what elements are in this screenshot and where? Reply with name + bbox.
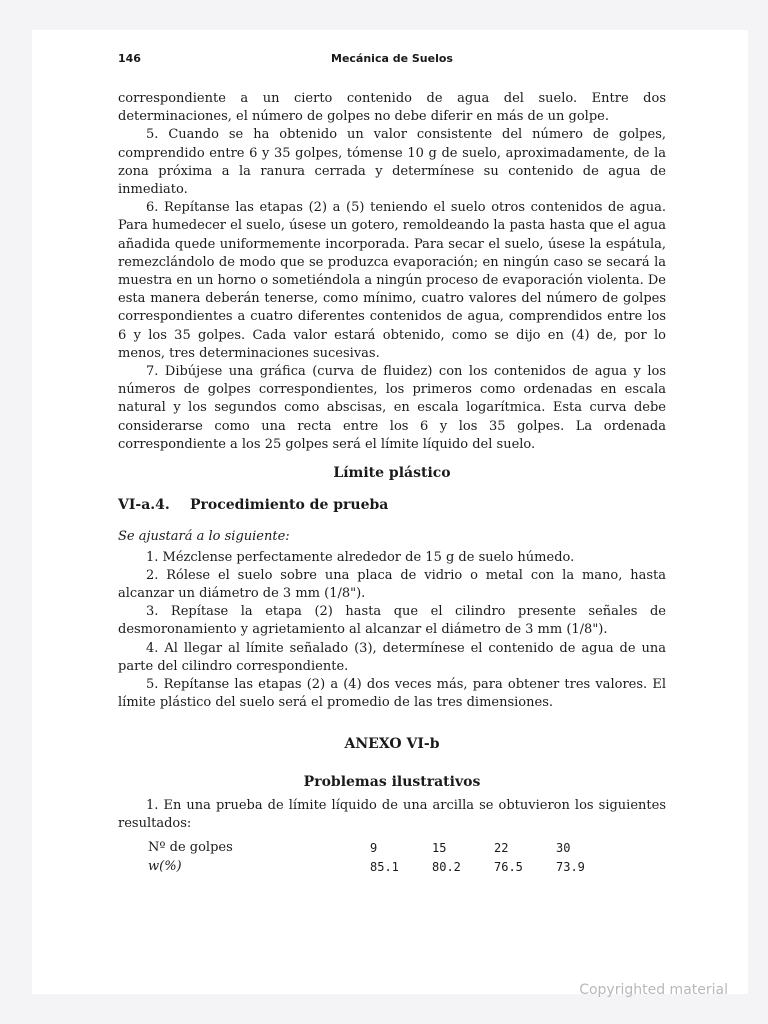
section-number: VI-a.4. xyxy=(118,497,170,514)
paragraph: 7. Dibújese una gráfica (curva de fluidez) con los contenidos de agua y los números de golpes correspondientes, los primeros como ordenadas en escala natural y los segundos como abscisas, en escala logarítmica. Esta curva debe considerarse como una recta entre los 6 y los 35 golpes. La ordenada correspondiente a los 25 golpes será el límite líquido del suelo. xyxy=(118,364,666,452)
section-heading-title: Procedimiento de prueba xyxy=(190,497,389,514)
running-title: Mecánica de Suelos xyxy=(331,52,453,65)
annex-title: ANEXO VI-b xyxy=(344,735,440,752)
row-label: Nº de golpes xyxy=(148,840,233,856)
table-cell: 9 xyxy=(370,841,378,856)
page-header xyxy=(118,52,666,70)
table-cell: 30 xyxy=(556,841,571,856)
step-item: 4. Al llegar al límite señalado (3), determínese el contenido de agua de una parte del cilindro correspondiente. xyxy=(118,640,666,674)
page-number: 146 xyxy=(118,52,141,65)
copyright-watermark: Copyrighted material xyxy=(579,982,728,998)
table-cell: 22 xyxy=(494,841,509,856)
row-label-text: w(%) xyxy=(148,858,182,874)
paragraph: correspondiente a un cierto contenido de agua del suelo. Entre dos determinaciones, el número de golpes no debe diferir en más de un golpe. xyxy=(118,91,666,125)
step-item: 2. Rólese el suelo sobre una placa de vidrio o metal con la mano, hasta alcanzar un diámetro de 3 mm (1/8"). xyxy=(118,567,666,602)
step-item: 3. Repítase la etapa (2) hasta que el cilindro presente señales de desmoronamiento y agrietamiento al alcanzar el diámetro de 3 mm (1/8"). xyxy=(118,604,666,638)
intro-text: Se ajustará a lo siguiente: xyxy=(118,529,290,545)
problems-title: Problemas ilustrativos xyxy=(303,773,481,790)
paragraph: 5. Cuando se ha obtenido un valor consistente del número de golpes, comprendido entre 6 y 35 golpes, tómense 10 g de suelo, aproximadamente, de la zona próxima a la ranura cerrada y determínese su contenido de agua de inmediato. xyxy=(118,127,666,198)
row-label xyxy=(148,858,370,876)
table-cell: 85.1 xyxy=(370,859,399,874)
book-page xyxy=(32,30,748,994)
section-title: Límite plástico xyxy=(333,465,451,482)
step-item: 5. Repítanse las etapas (2) a (4) dos veces más, para obtener tres valores. El límite plástico del suelo será el promedio de las tres dimensiones. xyxy=(118,677,666,711)
table-row xyxy=(148,858,618,876)
step-item: 1. Mézclense perfectamente alrededor de 15 g de suelo húmedo. xyxy=(146,549,575,565)
table-cell: 80.2 xyxy=(432,859,461,874)
table-cell: 73.9 xyxy=(556,859,585,874)
page-body xyxy=(118,90,666,876)
problem-statement: 1. En una prueba de límite líquido de una arcilla se obtuvieron los siguientes resultados: xyxy=(118,797,666,832)
table-row xyxy=(148,839,618,857)
table-cell: 76.5 xyxy=(494,859,523,874)
paragraph: 6. Repítanse las etapas (2) a (5) teniendo el suelo otros contenidos de agua. Para humedecer el suelo, úsese un gotero, remoldeando la pasta hasta que el agua añadida quede uniformemente incorporada. Para secar el suelo, úsese la espátula, remezclándolo de modo que se produzca evaporación; en ningún caso se secará la muestra en un horno o sometiéndola a ningún proceso de evaporación violenta. De esta manera deberán tenerse, como mínimo, cuatro valores del número de golpes correspondientes a cuatro diferentes contenidos de agua, comprendidos entre los 6 y los 35 golpes. Cada valor estará obtenido, como se dijo en (4) de, por lo menos, tres determinaciones sucesivas. xyxy=(118,200,666,361)
table-cell: 15 xyxy=(432,841,447,856)
section-heading xyxy=(118,496,666,514)
results-table xyxy=(148,839,618,875)
